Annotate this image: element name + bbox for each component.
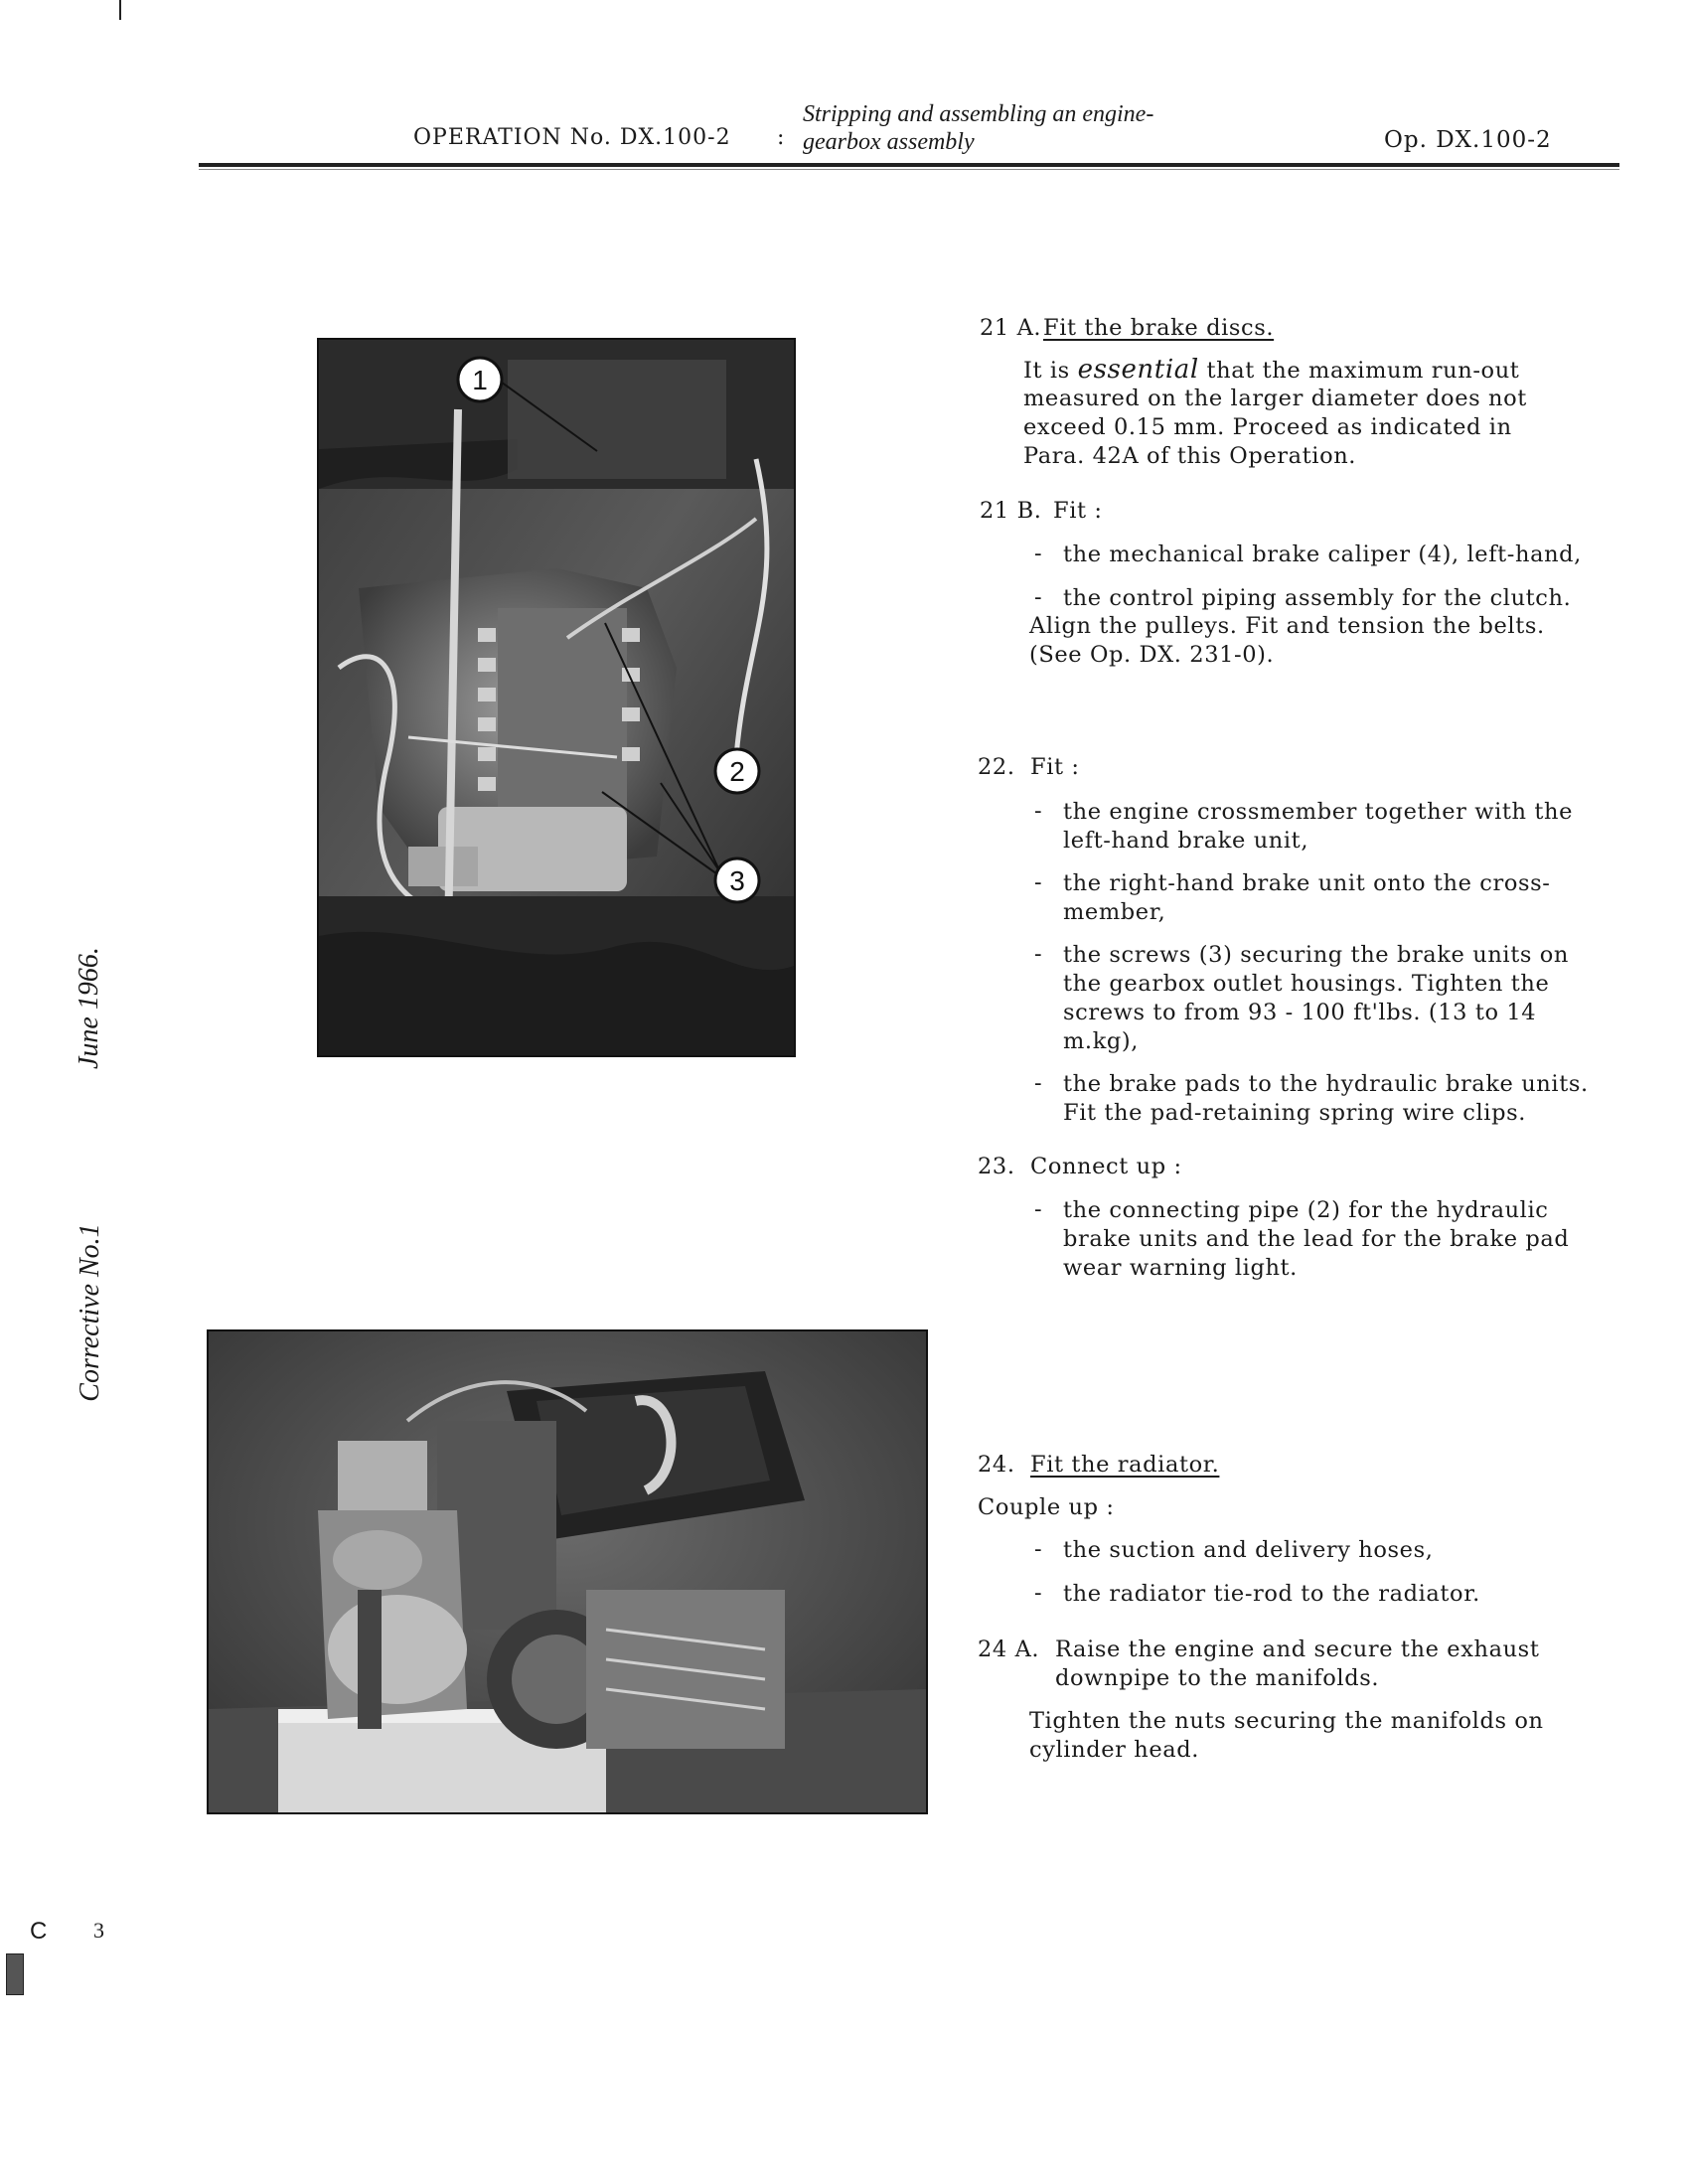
step-24a-line2: downpipe to the manifolds. xyxy=(1055,1665,1380,1691)
step-21a-title: Fit the brake discs. xyxy=(1043,315,1275,341)
step-21a-line1-a: It is xyxy=(1023,358,1078,384)
header-rule-thin xyxy=(199,169,1619,170)
step-22-item4-line2: Fit the pad-retaining spring wire clips. xyxy=(1063,1100,1527,1126)
step-22-item3-line4: m.kg), xyxy=(1063,1028,1140,1054)
bullet-dash: - xyxy=(1034,798,1042,824)
callout-3-label: 3 xyxy=(729,865,745,896)
step-22-item4-line1: the brake pads to the hydraulic brake units. xyxy=(1063,1071,1589,1097)
binding-mark xyxy=(6,1953,24,1995)
step-22-item1-line2: left-hand brake unit, xyxy=(1063,828,1309,854)
step-23-item1-line2: brake units and the lead for the brake pad xyxy=(1063,1226,1570,1252)
step-21a-number: 21 A. xyxy=(980,315,1042,341)
bullet-dash: - xyxy=(1034,584,1042,610)
step-24a-line3: Tighten the nuts securing the manifolds on xyxy=(1029,1708,1544,1734)
step-24a-line1: Raise the engine and secure the exhaust xyxy=(1055,1637,1540,1662)
step-21a-line4: Para. 42A of this Operation. xyxy=(1023,443,1357,469)
figure-brake-units-photo xyxy=(317,338,796,1057)
step-21a-emphasis: essential xyxy=(1077,355,1199,385)
margin-corrective: Corrective No.1 xyxy=(75,1223,105,1402)
operation-title-line1: Stripping and assembling an engine- xyxy=(803,101,1154,127)
step-22-item2-line1: the right-hand brake unit onto the cross- xyxy=(1063,870,1551,896)
step-21a-line3: exceed 0.15 mm. Proceed as indicated in xyxy=(1023,414,1512,440)
step-22-title: Fit : xyxy=(1030,754,1080,780)
brake-units-illustration xyxy=(319,340,794,1055)
step-22-item1-line1: the engine crossmember together with the xyxy=(1063,799,1574,825)
step-24-title: Fit the radiator. xyxy=(1030,1452,1220,1478)
step-21b-line3: (See Op. DX. 231-0). xyxy=(1029,642,1275,668)
bullet-dash: - xyxy=(1034,1196,1042,1222)
step-22-item3-line1: the screws (3) securing the brake units on xyxy=(1063,942,1569,968)
header-rule xyxy=(199,163,1619,167)
page-code: C xyxy=(30,1918,48,1945)
margin-date: June 1966. xyxy=(74,947,104,1069)
step-23-title: Connect up : xyxy=(1030,1154,1182,1179)
step-21b-item2: the control piping assembly for the clutch. xyxy=(1063,585,1572,611)
step-22-item2-line2: member, xyxy=(1063,899,1166,925)
engine-gearbox-illustration xyxy=(209,1331,926,1812)
step-23-number: 23. xyxy=(978,1154,1015,1179)
step-23-item1-line1: the connecting pipe (2) for the hydraulic xyxy=(1063,1197,1549,1223)
figure-engine-gearbox-photo xyxy=(207,1329,928,1814)
step-21a-line1 xyxy=(1023,356,1519,386)
bullet-dash: - xyxy=(1034,941,1042,967)
callout-1-label: 1 xyxy=(472,365,488,395)
step-22-item3-line3: screws to from 93 - 100 ft'lbs. (13 to 14 xyxy=(1063,1000,1537,1025)
step-24a-line4: cylinder head. xyxy=(1029,1737,1199,1763)
operation-label: OPERATION No. DX.100-2 xyxy=(413,125,731,150)
step-21b-number: 21 B. xyxy=(980,498,1042,524)
bullet-dash: - xyxy=(1034,541,1042,566)
step-21a-line2: measured on the larger diameter does not xyxy=(1023,386,1527,411)
operation-ref: Op. DX.100-2 xyxy=(1384,127,1552,153)
step-24-item2: the radiator tie-rod to the radiator. xyxy=(1063,1581,1480,1607)
step-21b-line2: Align the pulleys. Fit and tension the belts. xyxy=(1029,613,1545,639)
page-number: 3 xyxy=(93,1918,104,1943)
bullet-dash: - xyxy=(1034,1580,1042,1606)
step-21b-item1: the mechanical brake caliper (4), left-hand, xyxy=(1063,542,1582,567)
step-22-item3-line2: the gearbox outlet housings. Tighten the xyxy=(1063,971,1550,997)
step-24a-number: 24 A. xyxy=(978,1637,1040,1662)
step-24-number: 24. xyxy=(978,1452,1015,1478)
header-separator: : xyxy=(777,125,785,150)
callout-2-label: 2 xyxy=(729,756,745,787)
step-21b-title: Fit : xyxy=(1053,498,1103,524)
bullet-dash: - xyxy=(1034,869,1042,895)
step-23-item1-line3: wear warning light. xyxy=(1063,1255,1298,1281)
bullet-dash: - xyxy=(1034,1536,1042,1562)
step-21a-line1-c: that the maximum run-out xyxy=(1198,358,1520,384)
step-24-subtitle: Couple up : xyxy=(978,1494,1115,1520)
step-24-item1: the suction and delivery hoses, xyxy=(1063,1537,1434,1563)
bullet-dash: - xyxy=(1034,1070,1042,1096)
operation-title-line2: gearbox assembly xyxy=(803,129,975,155)
scan-mark xyxy=(119,0,121,20)
step-22-number: 22. xyxy=(978,754,1015,780)
